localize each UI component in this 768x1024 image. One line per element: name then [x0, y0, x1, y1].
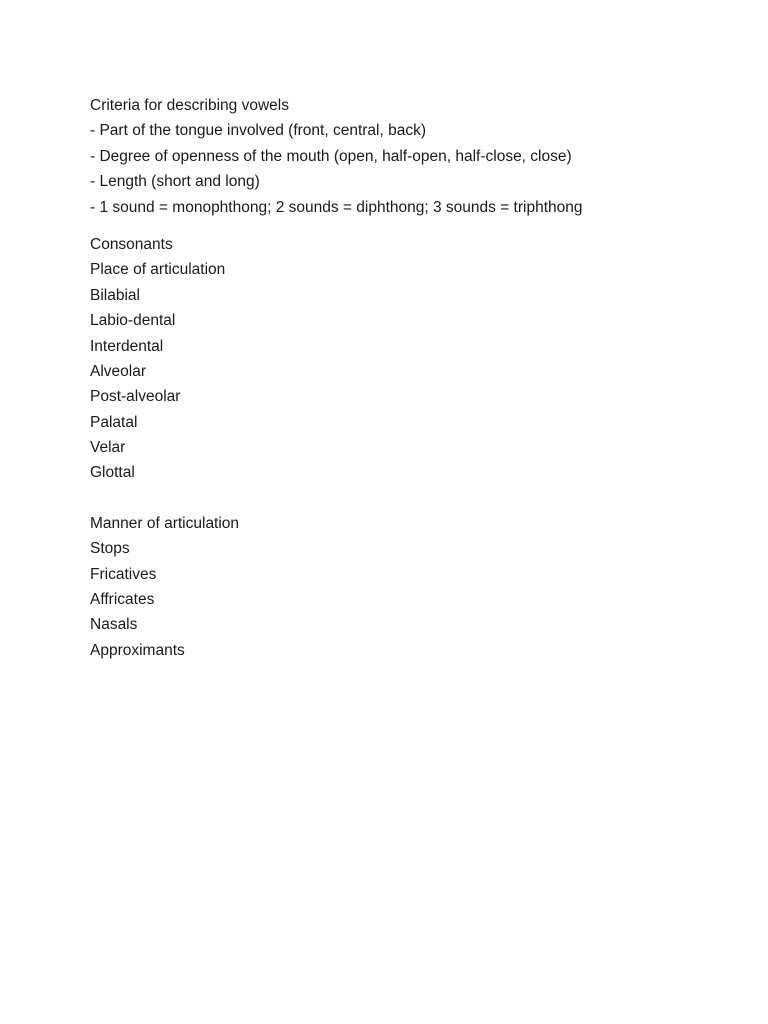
- consonants-section: [90, 232, 730, 663]
- place-item: Palatal: [90, 413, 138, 431]
- manner-item: Approximants: [90, 641, 185, 659]
- place-item: Glottal: [90, 464, 135, 482]
- vowel-criterion: - Length (short and long): [90, 173, 260, 191]
- place-item: Post-alveolar: [90, 388, 181, 406]
- manner-item: Affricates: [90, 591, 155, 609]
- place-item: Bilabial: [90, 286, 140, 304]
- document-body: [90, 93, 730, 663]
- vowel-criterion: - Part of the tongue involved (front, central, back): [90, 122, 427, 140]
- place-item: Interdental: [90, 337, 164, 355]
- manner-item: Fricatives: [90, 565, 157, 583]
- place-heading: Place of articulation: [90, 261, 226, 279]
- place-item: Alveolar: [90, 362, 146, 380]
- manner-item: Stops: [90, 540, 130, 558]
- section-spacer: [90, 220, 730, 232]
- place-item: Velar: [90, 439, 126, 457]
- vowels-heading: Criteria for describing vowels: [90, 97, 289, 114]
- consonants-heading: Consonants: [90, 235, 173, 253]
- vowel-criterion: - 1 sound = monophthong; 2 sounds = diphthong; 3 sounds = triphthong: [90, 198, 583, 216]
- manner-heading: Manner of articulation: [90, 514, 240, 532]
- manner-item: Nasals: [90, 616, 138, 634]
- vowel-criterion: - Degree of openness of the mouth (open, half-open, half-close, close): [90, 147, 572, 165]
- vowels-section: [90, 93, 730, 220]
- place-item: Labio-dental: [90, 312, 176, 330]
- blank-line: [90, 486, 730, 511]
